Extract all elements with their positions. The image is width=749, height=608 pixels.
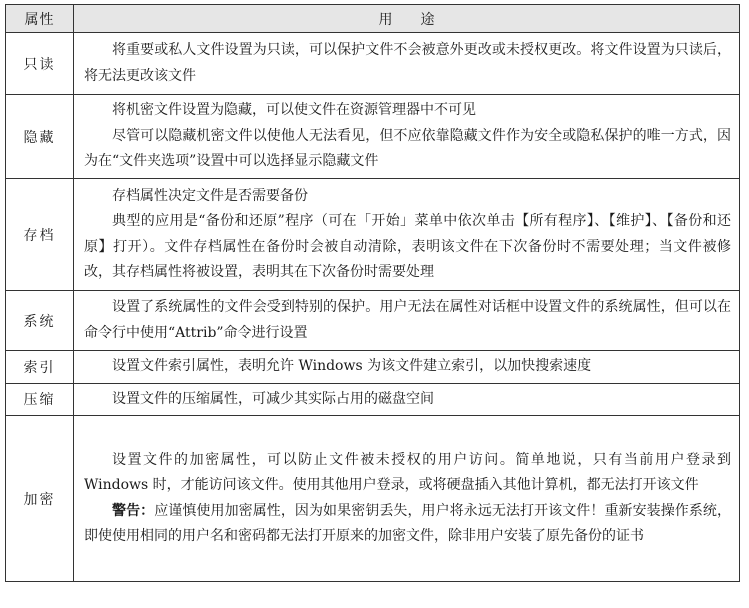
- description-cell: [74, 95, 740, 179]
- description-paragraph: 设置文件索引属性，表明允许 Windows 为该文件建立索引，以加快搜索速度: [112, 358, 592, 374]
- table-row-readonly: [6, 33, 740, 95]
- attribute-cell: 隐藏: [6, 95, 74, 179]
- description-paragraph: 设置文件的压缩属性，可减少其实际占用的磁盘空间: [112, 390, 434, 407]
- attribute-cell: 只读: [6, 33, 74, 95]
- description-paragraph: 设置了系统属性的文件会受到特别的保护。用户无法在属性对话框中设置文件的系统属性，但可以在命令行中使用“Attrib”命令进行设置: [84, 299, 731, 341]
- description-paragraph: 存档属性决定文件是否需要备份: [112, 187, 308, 204]
- description-cell: [74, 291, 740, 351]
- table-row-archive: [6, 179, 740, 291]
- file-attributes-table: [5, 4, 740, 582]
- table-header-row: [6, 5, 740, 33]
- description-paragraph: 将机密文件设置为隐藏，可以使文件在资源管理器中不可见: [112, 102, 476, 119]
- description-paragraph: 将重要或私人文件设置为只读，可以保护文件不会被意外更改或未授权更改。将文件设置为只读后，将无法更改该文件: [84, 42, 731, 84]
- file-attributes-table-container: [5, 4, 739, 582]
- warning-label: 警告：: [112, 502, 155, 519]
- description-cell: [74, 351, 740, 384]
- table-row-compress: [6, 383, 740, 416]
- description-paragraph: 尽管可以隐藏机密文件以使他人无法看见，但不应依靠隐藏文件作为安全或隐私保护的唯一方式，因为在“文件夹选项”设置中可以选择显示隐藏文件: [84, 127, 731, 170]
- description-paragraph: 设置文件的加密属性，可以防止文件被未授权的用户访问。简单地说，只有当前用户登录到 Windows 时，才能访问该文件。使用其他用户登录，或将硬盘插入其他计算机，都无法打开该文件: [84, 451, 731, 493]
- warning-text: 应谨慎使用加密属性，因为如果密钥丢失，用户将永远无法打开该文件！重新安装操作系统，即使使用相同的用户名和密码都无法打开原来的加密文件，除非用户安装了原先备份的证书: [84, 502, 732, 544]
- description-cell: [74, 416, 740, 582]
- attribute-cell: 压缩: [6, 383, 74, 416]
- description-cell: [74, 33, 740, 95]
- table-row-system: [6, 291, 740, 351]
- attribute-cell: 存档: [6, 179, 74, 291]
- table-row-hidden: [6, 95, 740, 179]
- description-cell: [74, 383, 740, 416]
- description-paragraph: 典型的应用是“备份和还原”程序（可在「开始」菜单中依次单击【所有程序】、【维护】、【备份和还原】打开）。文件存档属性在备份时会被自动清除，表明该文件在下次备份时不需要处理；当文件被修改，其存档属性将被设置，表明其在下次备份时需要处理: [84, 213, 731, 280]
- table-row-index: [6, 351, 740, 384]
- header-attribute: 属性: [6, 5, 74, 33]
- attribute-cell: 系统: [6, 291, 74, 351]
- header-purpose: 用途: [74, 5, 740, 33]
- warning-paragraph: [84, 499, 731, 550]
- attribute-cell: 索引: [6, 351, 74, 384]
- description-cell: [74, 179, 740, 291]
- attribute-cell: 加密: [6, 416, 74, 582]
- table-row-encrypt: [6, 416, 740, 582]
